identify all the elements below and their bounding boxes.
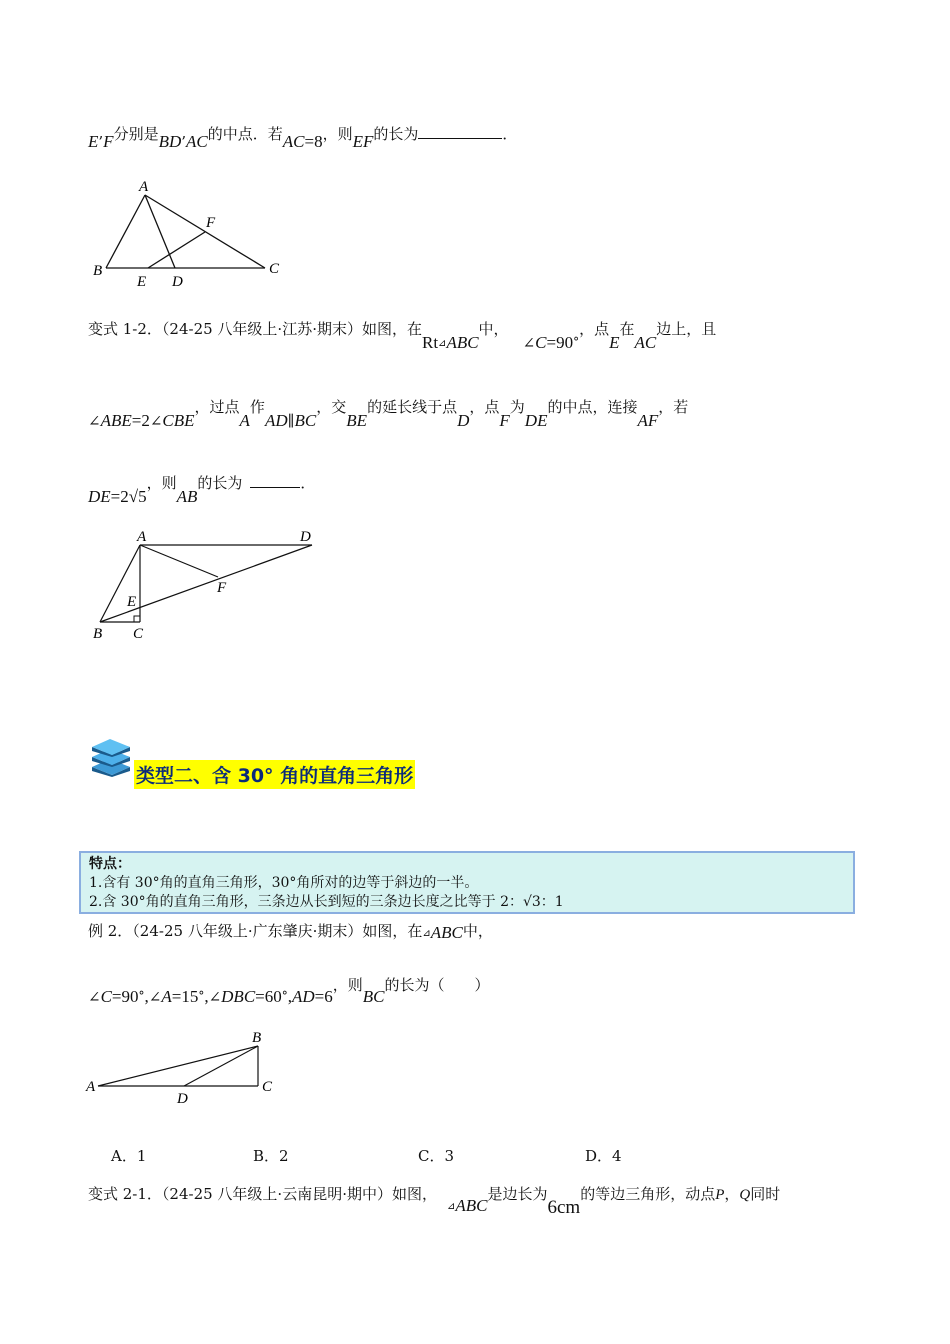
books-icon bbox=[88, 737, 134, 777]
variant-1-2-line-2: ∠ABE=2∠CBE，过点A作AD∥BC，交BE的延长线于点D，点F为DE的中点，连接AF，若 bbox=[88, 398, 689, 430]
example-2-line-1: 例 2．（24-25 八年级上·广东肇庆·期末）如图，在⊿ABC中， bbox=[88, 922, 493, 942]
label-e: E bbox=[137, 274, 147, 290]
segment-ab bbox=[98, 1046, 258, 1086]
segment-ac bbox=[145, 195, 265, 268]
features-item-2: 2.含 30°角的直角三角形，三条边从长到短的三条边长度之比等于 2：√3：1 bbox=[89, 894, 564, 910]
option-b[interactable]: B．2 bbox=[253, 1147, 289, 1165]
features-title: 特点： bbox=[89, 856, 131, 872]
features-box bbox=[79, 851, 855, 914]
label-f: F bbox=[206, 215, 216, 231]
segment-ab bbox=[106, 195, 145, 268]
option-a[interactable]: A．1 bbox=[111, 1147, 147, 1165]
right-angle-mark bbox=[134, 616, 140, 622]
label-a: A bbox=[86, 1079, 96, 1095]
section-heading: 类型二、含 30° 角的直角三角形 bbox=[134, 760, 415, 789]
segment-ef bbox=[148, 232, 205, 268]
answer-blank[interactable] bbox=[250, 475, 300, 488]
segment-ab bbox=[100, 545, 140, 622]
label-c: C bbox=[269, 261, 280, 277]
figure-triangle-abd bbox=[88, 526, 328, 644]
label-b: B bbox=[252, 1030, 262, 1046]
label-c: C bbox=[262, 1079, 273, 1095]
variant-2-1-line-1: 变式 2-1．（24-25 八年级上·云南昆明·期中）如图，$_⊿$ABC是边长为6cm的等边三角形，动点P，Q同时 bbox=[88, 1185, 781, 1218]
answer-blank[interactable] bbox=[418, 126, 502, 139]
example-2-line-2: $\angle C=90^\circ,\angle A=15^\circ,\angle DBC=60^\circ,AD=6$，则BC的长为（ ） bbox=[88, 976, 490, 1006]
variant-1-2-line-3: DE=2√5，则AB的长为 ． bbox=[88, 474, 316, 506]
label-d: D bbox=[177, 1091, 188, 1107]
label-a: A bbox=[137, 529, 147, 545]
segment-bd bbox=[184, 1046, 258, 1086]
label-d: D bbox=[300, 529, 311, 545]
segment-bd bbox=[100, 545, 312, 622]
variant-1-2-line-1: 变式 1-2．（24-25 八年级上·江苏·期末）如图，在$Rt_⊿ABC$中，$\angle C=90^\circ$，点E在AC边上，且 bbox=[88, 320, 717, 352]
features-item-1: 1.含有 30°角的直角三角形，30°角所对的边等于斜边的一半。 bbox=[89, 875, 479, 891]
option-d[interactable]: D．4 bbox=[585, 1147, 622, 1165]
label-d: D bbox=[172, 274, 183, 290]
figure-triangle-abc-midpoints bbox=[88, 175, 298, 290]
label-e: E bbox=[127, 594, 137, 610]
label-b: B bbox=[93, 626, 103, 642]
segment-ad bbox=[145, 195, 175, 268]
label-b: B bbox=[93, 263, 103, 279]
problem-1-1-line: E’F分别是BD’AC的中点．若AC=8，则EF的长为 ． bbox=[88, 125, 518, 151]
segment-af bbox=[140, 545, 218, 577]
label-f: F bbox=[217, 580, 227, 596]
label-c: C bbox=[133, 626, 144, 642]
option-c[interactable]: C．3 bbox=[418, 1147, 455, 1165]
label-a: A bbox=[139, 179, 149, 195]
figure-example-2 bbox=[84, 1027, 284, 1107]
